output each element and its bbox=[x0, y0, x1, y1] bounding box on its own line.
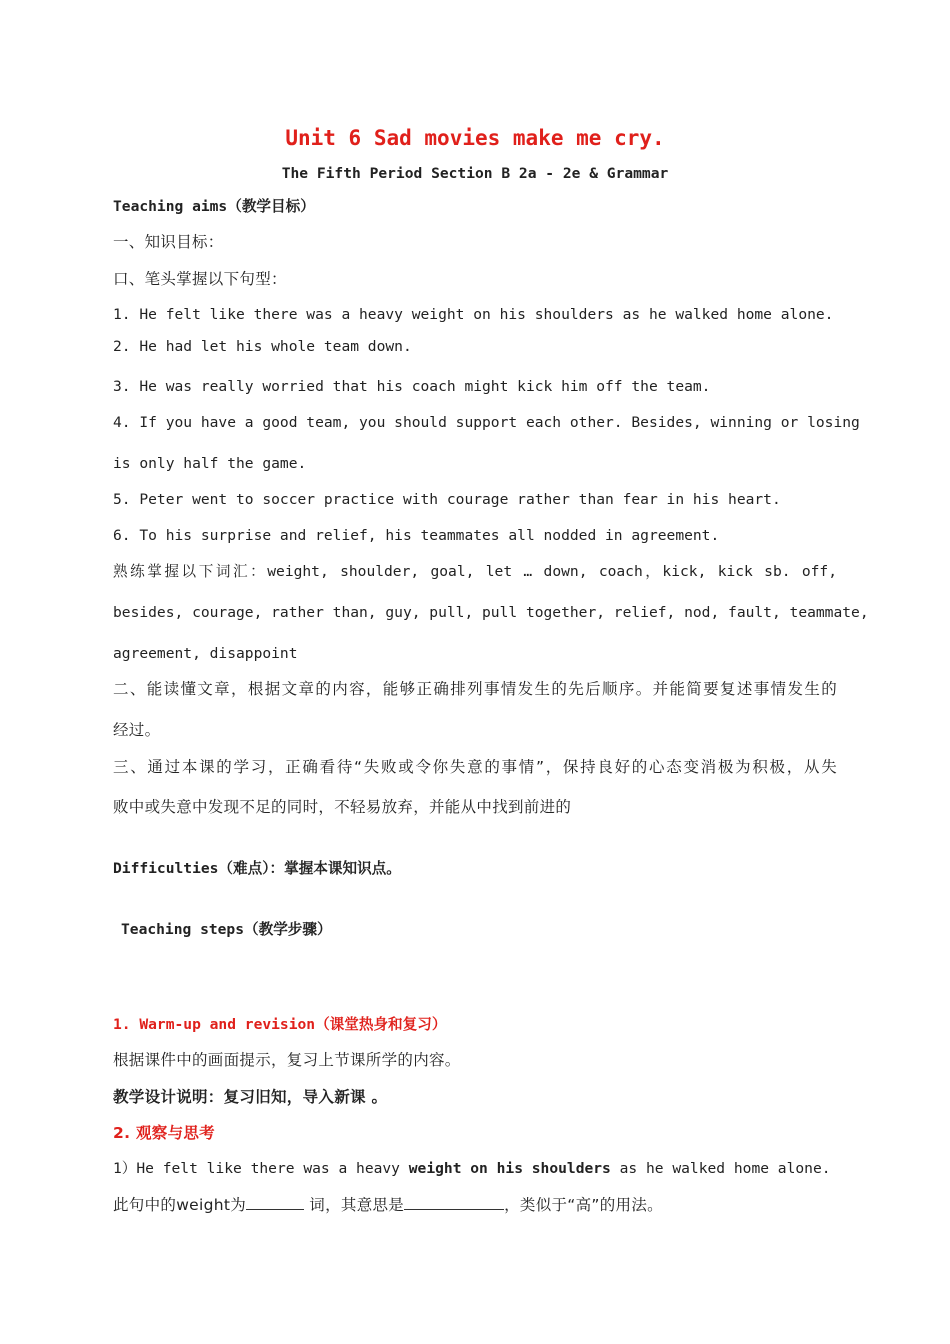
difficulties-heading: Difficulties（难点）：掌握本课知识点。 bbox=[113, 860, 401, 877]
step-1-heading: 1. Warm-up and revision（课堂热身和复习） bbox=[113, 1016, 447, 1033]
sentence-5: 5. Peter went to soccer practice with courage rather than fear in his heart. bbox=[113, 491, 781, 508]
blank-word-class[interactable] bbox=[246, 1194, 304, 1210]
observe-sentence-highlight: weight on his shoulders bbox=[408, 1160, 611, 1177]
sentence-3: 3. He was really worried that his coach might kick him off the team. bbox=[113, 378, 711, 395]
document-subtitle: The Fifth Period Section B 2a - 2e & Grammar bbox=[281, 165, 669, 182]
observe-sentence bbox=[113, 1159, 831, 1179]
sentence-4: 4. If you have a good team, you should support each other. Besides, winning or losing bbox=[113, 414, 860, 431]
sentence-2: 2. He had let his whole team down. bbox=[113, 338, 412, 355]
teaching-aims-heading: Teaching aims（教学目标） bbox=[113, 198, 315, 215]
vocab-line-3: agreement, disappoint bbox=[113, 645, 298, 662]
fill-question bbox=[113, 1194, 663, 1215]
goal-3-line-1: 三、通过本课的学习，正确看待“失败或令你失意的事情”，保持良好的心态变消极为积极，从失 bbox=[113, 758, 837, 776]
sentence-4-continued: is only half the game. bbox=[113, 455, 307, 472]
blank-meaning[interactable] bbox=[404, 1194, 504, 1210]
step-2-heading: 2. 观察与思考 bbox=[113, 1124, 215, 1142]
vocab-line-2: besides, courage, rather than, guy, pull, pull together, relief, nod, fault, teammate, bbox=[113, 604, 869, 621]
observe-sentence-prefix: 1）He felt like there was a heavy bbox=[113, 1160, 409, 1177]
step-1-text: 根据课件中的画面提示，复习上节课所学的内容。 bbox=[113, 1051, 461, 1069]
fill-question-part-3: ，类似于“高”的用法。 bbox=[504, 1196, 663, 1214]
sentence-intro: 口、笔头掌握以下句型： bbox=[113, 270, 287, 288]
sentence-6: 6. To his surprise and relief, his teammates all nodded in agreement. bbox=[113, 527, 720, 544]
vocab-line-1: 熟练掌握以下词汇：weight, shoulder, goal, let … down, coach，kick, kick sb. off, bbox=[113, 563, 837, 580]
design-note: 教学设计说明：复习旧知，导入新课 。 bbox=[113, 1088, 388, 1106]
goal-2-line-1: 二、能读懂文章，根据文章的内容，能够正确排列事情发生的先后顺序。并能简要复述事情发生的 bbox=[113, 680, 837, 698]
observe-sentence-suffix: as he walked home alone. bbox=[610, 1160, 831, 1177]
fill-question-part-2: 词，其意思是 bbox=[304, 1196, 405, 1214]
document-title: Unit 6 Sad movies make me cry. bbox=[285, 126, 665, 150]
goal-2-line-2: 经过。 bbox=[113, 721, 161, 739]
knowledge-goal-heading: 一、知识目标： bbox=[113, 233, 224, 251]
goal-3-line-2: 败中或失意中发现不足的同时，不轻易放弃，并能从中找到前进的 bbox=[113, 798, 572, 816]
fill-question-part-1: 此句中的weight为 bbox=[113, 1196, 247, 1214]
sentence-1: 1. He felt like there was a heavy weight on his shoulders as he walked home alone. bbox=[113, 306, 834, 323]
teaching-steps-heading: Teaching steps（教学步骤） bbox=[121, 921, 332, 938]
